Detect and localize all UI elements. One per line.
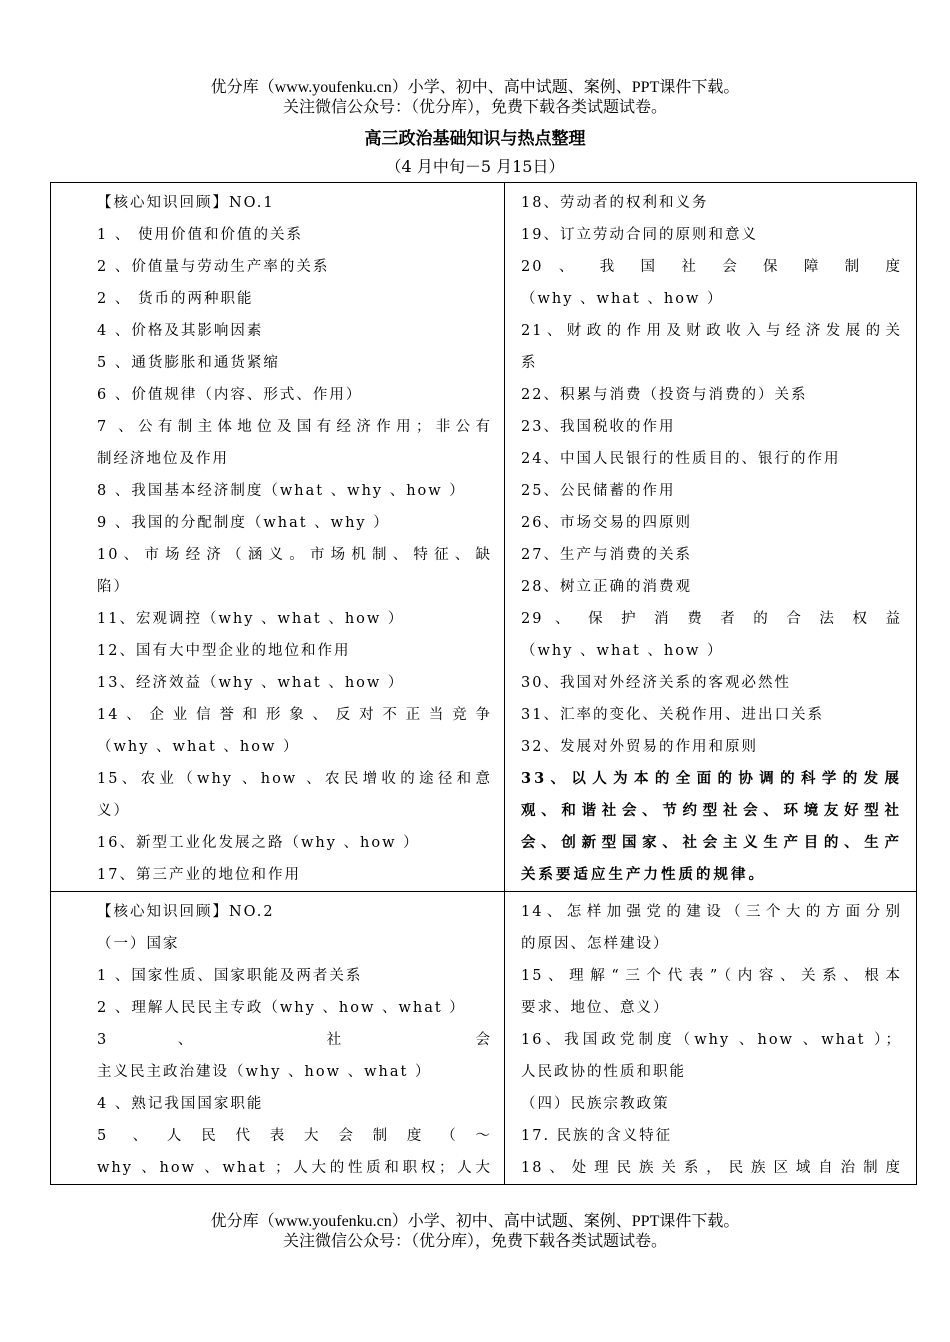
list-item: 14、企业信誉和形象、反对不正当竞争	[97, 707, 492, 723]
list-item: 义）	[97, 803, 130, 819]
list-item: 16、新型工业化发展之路（why 、how ）	[97, 835, 420, 851]
list-item: 22、积累与消费（投资与消费的）关系	[521, 387, 808, 403]
list-item: 26、市场交易的四原则	[521, 515, 692, 531]
list-item: 要求、地位、意义）	[521, 1000, 670, 1016]
list-item: 1 、国家性质、国家职能及两者关系	[97, 968, 363, 984]
list-item: 【核心知识回顾】NO.1	[97, 195, 275, 211]
list-item: 15、理解“三个代表”（内容、关系、根本	[521, 968, 902, 984]
list-item: 24、中国人民银行的性质目的、银行的作用	[521, 451, 841, 467]
list-item: 27、生产与消费的关系	[521, 547, 692, 563]
page-subtitle: （4 月中旬－5 月15日）	[385, 157, 565, 176]
list-item: 观、和谐社会、节约型社会、环境友好型社	[521, 802, 902, 819]
list-item: 人民政协的性质和职能	[521, 1064, 686, 1080]
header-line-2: 关注微信公众号：（优分库），免费下载各类试题试卷。	[282, 99, 667, 116]
list-item: 10、市场经济（涵义。市场机制、特征、缺	[97, 547, 492, 563]
list-item: 1 、 使用价值和价值的关系	[97, 227, 303, 243]
list-item: 18、劳动者的权利和义务	[521, 195, 709, 211]
list-item: 系	[521, 355, 538, 371]
list-item: 2 、理解人民民主专政（why 、how 、what ）	[97, 1000, 466, 1016]
list-item: 23、我国税收的作用	[521, 419, 676, 435]
list-item: 13、经济效益（why 、what 、how ）	[97, 675, 405, 691]
list-item: （四）民族宗教政策	[521, 1096, 670, 1112]
list-item: 关系要适应生产力性质的规律。	[521, 866, 766, 883]
list-item: （why 、what 、how ）	[521, 291, 724, 307]
section-row-1	[51, 183, 917, 892]
list-item: 会、创新型国家、社会主义生产目的、生产	[521, 834, 902, 851]
list-item: 21、财政的作用及财政收入与经济发展的关	[521, 323, 902, 339]
list-item: 3 、 社 会	[97, 1032, 492, 1048]
list-item: 30、我国对外经济关系的客观必然性	[521, 675, 791, 691]
list-item: 19、订立劳动合同的原则和意义	[521, 227, 758, 243]
list-item: 的原因、怎样建设）	[521, 936, 670, 952]
list-item: 4 、熟记我国国家职能	[97, 1096, 264, 1112]
section-1-right	[505, 183, 917, 892]
list-item: （一）国家	[97, 936, 180, 952]
list-item: 17、第三产业的地位和作用	[97, 867, 301, 883]
list-item: 5 、人民代表大会制度（～	[97, 1128, 492, 1144]
section-2-left	[51, 892, 505, 1185]
list-item: 14、怎样加强党的建设（三个大的方面分别	[521, 904, 902, 920]
list-item: 18、处理民族关系，民族区域自治制度	[521, 1160, 902, 1176]
list-item: 28、树立正确的消费观	[521, 579, 692, 595]
section-1-left	[51, 183, 505, 892]
list-item: 7 、公有制主体地位及国有经济作用；非公有	[97, 419, 492, 435]
list-item: 主义民主政治建设（why 、how 、what ）	[97, 1064, 432, 1080]
header-line-1: 优分库（www.youfenku.cn）小学、初中、高中试题、案例、PPT课件下载。	[210, 79, 740, 96]
list-item: 25、公民储蓄的作用	[521, 483, 676, 499]
knowledge-table	[50, 182, 917, 1185]
list-item: 6 、价值规律（内容、形式、作用）	[97, 387, 363, 403]
list-item: 12、国有大中型企业的地位和作用	[97, 643, 351, 659]
list-item: 20 、 我 国 社 会 保 障 制 度	[521, 259, 902, 275]
list-item: 陷）	[97, 579, 130, 595]
list-item: 11、宏观调控（why 、what 、how ）	[97, 611, 405, 627]
list-item: 17. 民族的含义特征	[521, 1128, 673, 1144]
list-item: 2 、价值量与劳动生产率的关系	[97, 259, 330, 275]
list-item: （why 、what 、how ）	[521, 643, 724, 659]
list-item: 33、以人为本的全面的协调的科学的发展	[521, 770, 902, 787]
footer-line-2: 关注微信公众号：（优分库），免费下载各类试题试卷。	[282, 1233, 667, 1250]
list-item: 31、汇率的变化、关税作用、进出口关系	[521, 707, 824, 723]
list-item: 29 、 保 护 消 费 者 的 合 法 权 益	[521, 611, 902, 627]
list-item: 4 、价格及其影响因素	[97, 323, 264, 339]
section-2-right	[505, 892, 917, 1185]
list-item: 15、农业（why 、how 、农民增收的途径和意	[97, 771, 492, 787]
list-item: 2 、 货币的两种职能	[97, 291, 254, 307]
list-item: 制经济地位及作用	[97, 451, 229, 467]
footer-line-1: 优分库（www.youfenku.cn）小学、初中、高中试题、案例、PPT课件下载。	[210, 1213, 740, 1230]
list-item: 32、发展对外贸易的作用和原则	[521, 739, 758, 755]
list-item: （why 、what 、how ）	[97, 739, 300, 755]
list-item: 9 、我国的分配制度（what 、why ）	[97, 515, 390, 531]
list-item: 5 、通货膨胀和通货紧缩	[97, 355, 280, 371]
page-title: 高三政治基础知识与热点整理	[364, 129, 586, 149]
list-item: 16、我国政党制度（why 、how 、what ）；	[521, 1032, 902, 1048]
section-row-2	[51, 892, 917, 1185]
list-item: why 、how 、what ；人大的性质和职权；人大	[97, 1160, 492, 1176]
list-item: 8 、我国基本经济制度（what 、why 、how ）	[97, 483, 466, 499]
list-item: 【核心知识回顾】NO.2	[97, 904, 275, 920]
